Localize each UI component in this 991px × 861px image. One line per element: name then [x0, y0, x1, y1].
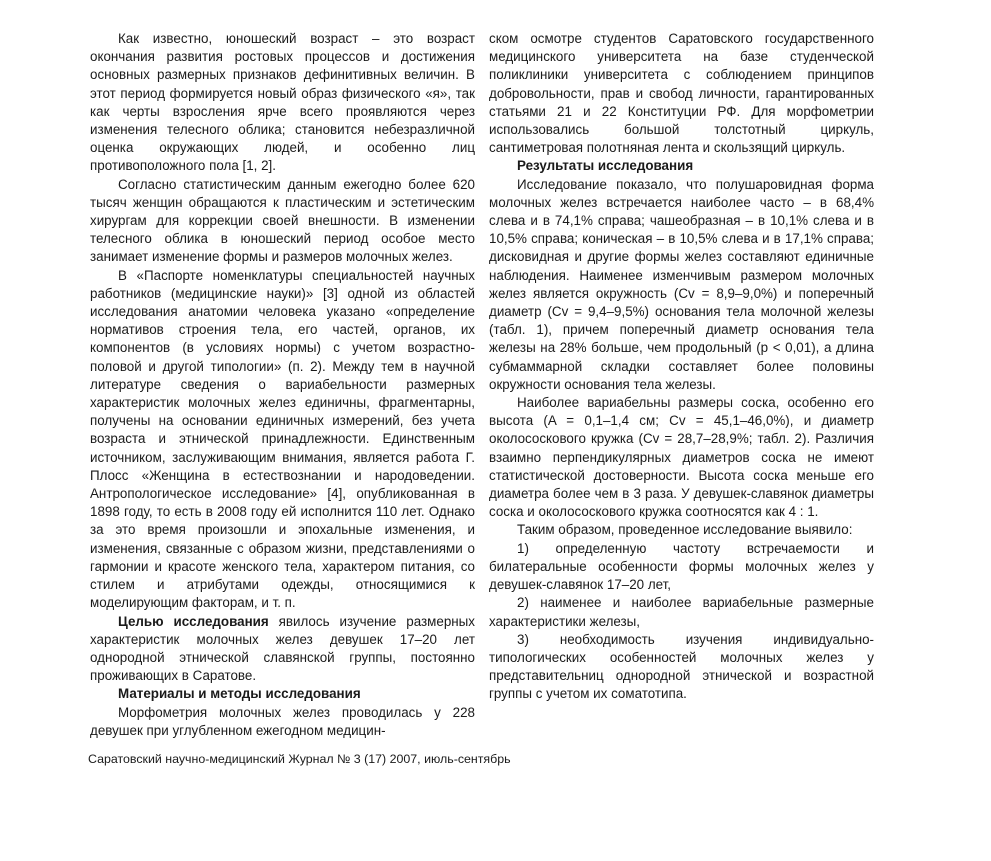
paragraph: Исследование показало, что полушаровидная форма молочных желез встречается наиболее часто – в 68,4% слева и в 74,1% справа; чашеобразная – в 10,1% слева и в 10,5% справа; коническая – в 10,5% слева и в 17,1% справа; дисковидная и другие формы желез составляют единичные наблюдения. Наименее изменчивым размером молочных желез является окружность (Cv = 8,9–9,0%) и поперечный диаметр (Cv = 9,4–9,5%) основания тела молочной железы (табл. 1), причем поперечный диаметр основания тела железы на 28% больше, чем продольный (p < 0,01), а длина субмаммарной складки составляет более половины окружности основания тела железы. — [489, 176, 874, 392]
paragraph: Как известно, юношеский возраст – это возраст окончания развития ростовых процессов и достижения основных размерных признаков дефинитивных величин. В этот период формируется новый образ физического «я», так как черты взросления ярче всего проявляются через изменения телесного облика; становится небезразличной оценка окружающих людей, и особенно лиц противоположного пола [1, 2]. — [90, 31, 475, 174]
paragraph: Морфометрия молочных желез проводилась у 228 девушек при углубленном ежегодном медицин- — [90, 704, 475, 738]
aim-text: явилось изучение размерных характеристик молочных желез девушек 17–20 лет однородной этнической славянской группы, постоянно проживающих в Саратове. — [90, 613, 475, 684]
aim-label: Целью исследования — [118, 613, 269, 629]
list-item: 3) необходимость изучения индивидуально-типологических особенностей молочных желез у представительниц однородной этнической и возрастной группы с учетом их соматотипа. — [489, 631, 874, 702]
paragraph: В «Паспорте номенклатуры специальностей научных работников (медицинские науки)» [3] одной из областей исследования анатомии человека указано «определение нормативов строения тела, его частей, органов, их компонентов (в условиях нормы) с учетом возрастно-половой и другой типологии» (п. 2). Между тем в научной литературе сведения о вариабельности размерных характеристик молочных желез единичны, фрагментарны, получены на основании единичных измерений, без учета возраста и этнической принадлежности. Единственным источником, заслуживающим внимания, является работа Г. Плосс «Женщина в естествознании и народоведении. Антропологическое исследование» [4], опубликованная в 1898 году, то есть в 2008 году ей исполнится 110 лет. Однако за это время произошли и эпохальные изменения, и изменения, связанные с образом жизни, представлениями о гармонии и красоте женского тела, характером питания, со стилем и атрибутами одежды, относящимися к моделирующим факторам, и т. п. — [90, 267, 475, 611]
paragraph: Наиболее вариабельны размеры соска, особенно его высота (A = 0,1–1,4 см; Cv = 45,1–46,0%), и диаметр околососкового кружка (Cv = 28,7–28,9%; табл. 2). Различия взаимно перпендикулярных диаметров соска не имеют статистической достоверности. Высота соска меньше его диаметра более чем в 3 раза. У девушек-славянок диаметры соска и околососкового кружка соотносятся как 4 : 1. — [489, 395, 874, 520]
list-item: 1) определенную частоту встречаемости и билатеральные особенности формы молочных желез у девушек-славянок 17–20 лет, — [489, 540, 874, 593]
left-column — [90, 30, 475, 740]
results-heading: Результаты исследования — [517, 158, 694, 174]
journal-footer: Саратовский научно-медицинский Журнал № 3 (17) 2007, июль-сентябрь — [88, 752, 511, 766]
aim-paragraph — [90, 613, 475, 686]
right-column — [489, 30, 874, 704]
list-item: 2) наименее и наиболее вариабельные размерные характеристики железы, — [489, 595, 874, 629]
methods-heading: Материалы и методы исследования — [118, 686, 361, 702]
paragraph: ском осмотре студентов Саратовского государственного медицинского университета на базе студенческой поликлиники университета с соблюдением принципов добровольности, прав и свобод личности, гарантированных статьями 21 и 22 Конституции РФ. Для морфометрии использовались большой толстотный циркуль, сантиметровая полотняная лента и скользящий циркуль. — [489, 31, 874, 156]
paragraph: Таким образом, проведенное исследование выявило: — [517, 522, 853, 538]
paragraph: Согласно статистическим данным ежегодно более 620 тысяч женщин обращаются к пластическим и эстетическим хирургам для коррекции своей внешности. В изменении телесного облика в юношеский период особое место занимает изменение формы и размеров молочных желез. — [90, 176, 475, 265]
